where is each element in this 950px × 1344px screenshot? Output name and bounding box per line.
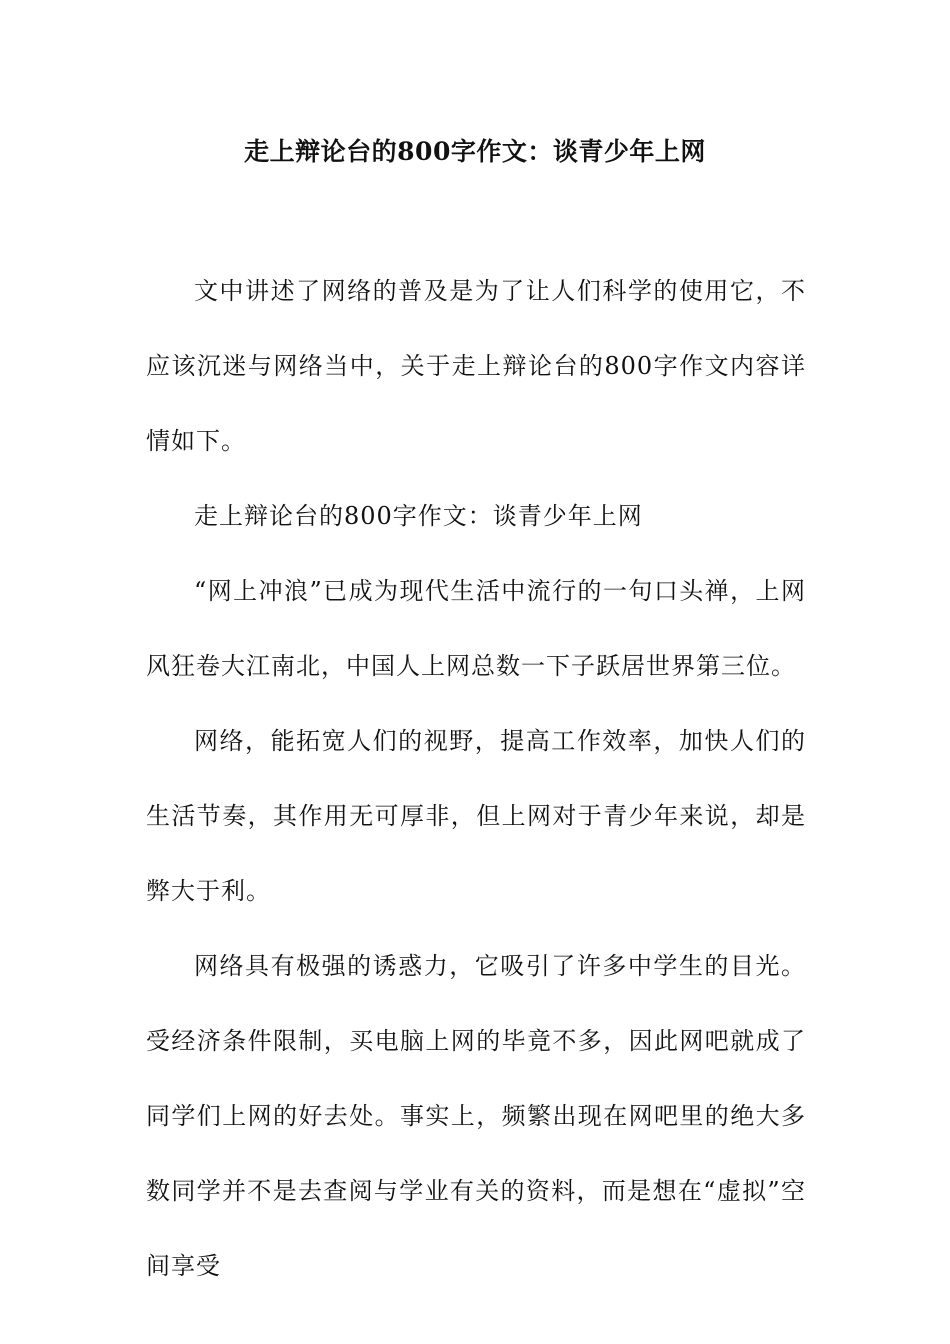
- document-body: [146, 254, 806, 1304]
- document-title: 走上辩论台的800字作文：谈青少年上网: [244, 137, 706, 166]
- paragraph-subtitle: 走上辩论台的800字作文：谈青少年上网: [194, 502, 643, 530]
- paragraph-intro: 文中讲述了网络的普及是为了让人们科学的使用它，不应该沉迷与网络当中，关于走上辩论台的800字作文内容详情如下。: [146, 277, 806, 455]
- paragraph-internet-cafe: 网络具有极强的诱惑力，它吸引了许多中学生的目光。受经济条件限制，买电脑上网的毕竟不多，因此网吧就成了同学们上网的好去处。事实上，频繁出现在网吧里的绝大多数同学并不是去查阅与学业有关的资料，而是想在“虚拟”空间享受: [146, 952, 806, 1280]
- paragraph-network-pros-cons: 网络，能拓宽人们的视野，提高工作效率，加快人们的生活节奏，其作用无可厚非，但上网对于青少年来说，却是弊大于利。: [146, 727, 806, 905]
- paragraph-surfing: “网上冲浪”已成为现代生活中流行的一句口头禅，上网风狂卷大江南北，中国人上网总数一下子跃居世界第三位。: [146, 577, 806, 680]
